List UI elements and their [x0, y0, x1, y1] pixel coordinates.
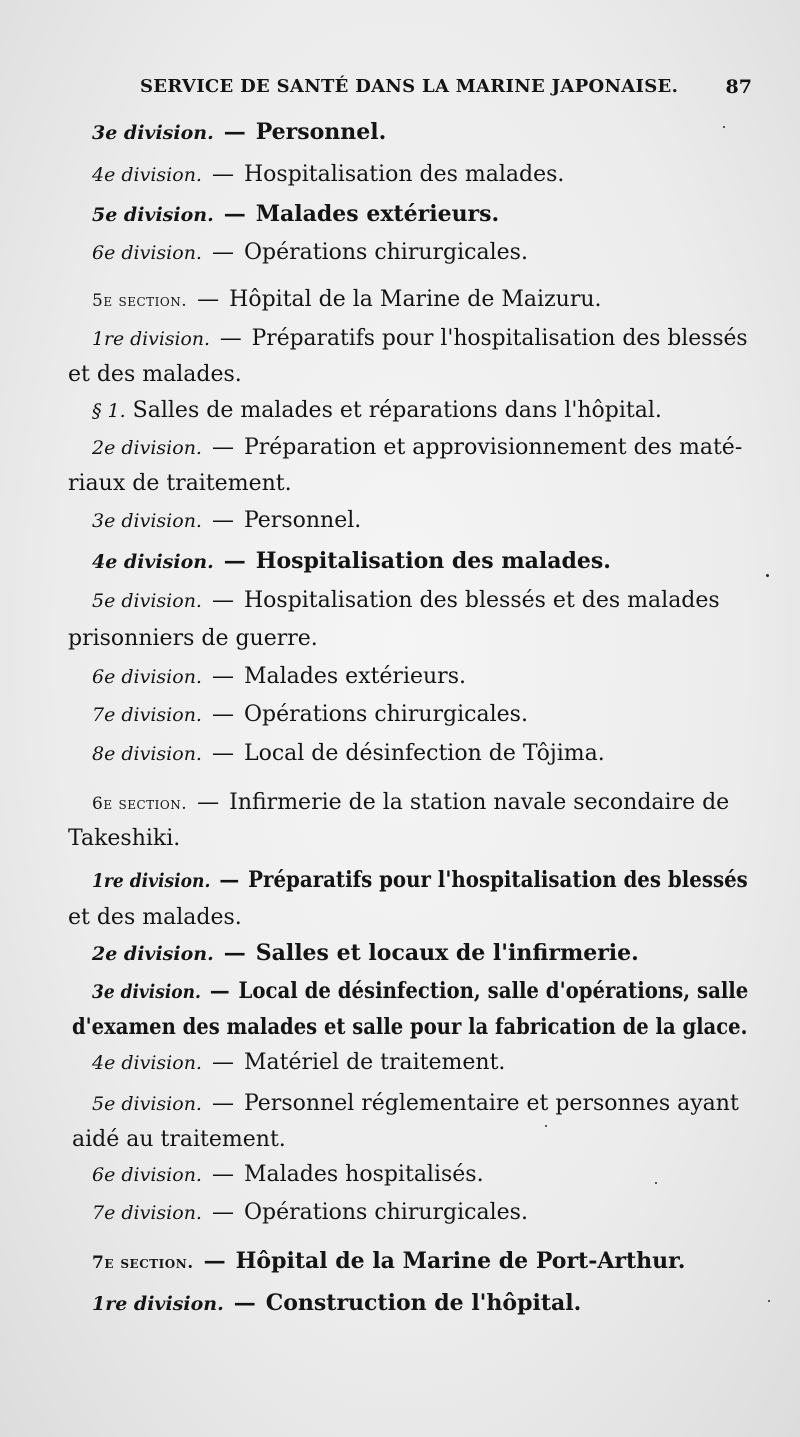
entry-text: Matériel de traitement. [243, 1050, 506, 1075]
entry-line [92, 978, 748, 1004]
entry-line [92, 702, 528, 727]
entry-line [92, 240, 528, 265]
em-dash: — [223, 201, 246, 227]
dust-speck [766, 574, 769, 577]
em-dash: — [223, 940, 246, 966]
division-label: 3e division. [92, 510, 202, 532]
continuation-line [72, 1127, 286, 1152]
continuation-line [68, 826, 180, 851]
em-dash: — [211, 162, 234, 187]
division-label: 3e division. [92, 122, 214, 144]
line-text: aidé au traitement. [72, 1127, 286, 1152]
entry-text: Opérations chirurgicales. [243, 1200, 528, 1225]
em-dash: — [211, 1050, 234, 1075]
line-text: prisonniers de guerre. [68, 626, 318, 651]
entry-text: Préparatifs pour l'hospitalisation des blessés [248, 867, 748, 893]
entry-line [92, 1162, 484, 1187]
division-label: 6e division. [92, 242, 202, 264]
entry-line [92, 162, 564, 187]
entry-line [92, 867, 748, 893]
line-text: et des malades. [68, 905, 242, 930]
dust-speck [655, 1182, 657, 1184]
division-label: 1re division. [92, 328, 210, 350]
division-label: 5e division. [92, 590, 202, 612]
entry-text: Opérations chirurgicales. [243, 240, 528, 265]
dust-speck [768, 1300, 770, 1302]
division-label: 2e division. [92, 437, 202, 459]
em-dash: — [211, 1162, 234, 1187]
division-label: 4e division. [92, 164, 202, 186]
em-dash: — [211, 508, 234, 533]
division-label: 3e division. [92, 981, 201, 1003]
division-label: § 1. [92, 400, 126, 422]
division-label: 1re division. [92, 870, 211, 892]
entry-line [92, 201, 499, 227]
em-dash: — [203, 1248, 226, 1274]
entry-text: Malades extérieurs. [255, 201, 500, 227]
entry-text: Malades extérieurs. [243, 664, 466, 689]
em-dash: — [233, 1290, 256, 1316]
em-dash: — [197, 790, 220, 815]
entry-text: Local de désinfection de Tôjima. [243, 741, 605, 766]
entry-text: Salles de malades et réparations dans l'hôpital. [132, 398, 662, 423]
dust-speck [723, 126, 725, 128]
division-label: 6e division. [92, 1164, 202, 1186]
entry-text: Préparation et approvisionnement des maté- [243, 435, 743, 460]
entry-text: Construction de l'hôpital. [265, 1290, 582, 1316]
em-dash: — [211, 664, 234, 689]
continuation-line [68, 626, 318, 651]
line-text: Takeshiki. [68, 826, 181, 851]
entry-text: Hospitalisation des malades. [243, 162, 565, 187]
division-label: 6e division. [92, 666, 202, 688]
line-text: et des malades. [68, 362, 242, 387]
em-dash: — [211, 1200, 234, 1225]
entry-text: Infirmerie de la station navale secondaire de [229, 790, 730, 815]
entry-line [92, 1248, 685, 1274]
division-label: 4e division. [92, 1052, 202, 1074]
entry-text: Local de désinfection, salle d'opérations, salle [238, 978, 749, 1004]
division-label: 4e division. [92, 551, 214, 573]
entry-line [92, 287, 602, 312]
continuation-line [68, 362, 242, 387]
em-dash: — [219, 867, 240, 893]
entry-line [92, 119, 386, 145]
entry-line [92, 1091, 739, 1116]
entry-line [92, 940, 639, 966]
em-dash: — [209, 978, 230, 1004]
em-dash: — [211, 588, 234, 613]
page-header [0, 76, 800, 106]
section-label: 6e section. [92, 794, 188, 814]
entry-line [92, 741, 605, 766]
section-label: 5e section. [92, 291, 188, 311]
entry-line [92, 548, 611, 574]
running-title: SERVICE DE SANTÉ DANS LA MARINE JAPONAISE. [140, 76, 679, 97]
entry-line [92, 398, 662, 423]
em-dash: — [211, 1091, 234, 1116]
em-dash: — [211, 435, 234, 460]
entry-line [92, 1050, 505, 1075]
entry-text: Hôpital de la Marine de Maizuru. [229, 287, 602, 312]
entry-line [92, 664, 466, 689]
entry-line [92, 588, 720, 613]
entry-text: Préparatifs pour l'hospitalisation des blessés [251, 326, 748, 351]
entry-line [92, 435, 742, 460]
entry-text: Hospitalisation des blessés et des malades [243, 588, 720, 613]
continuation-line [68, 905, 242, 930]
division-label: 7e division. [92, 1202, 202, 1224]
dust-speck [545, 1125, 547, 1127]
em-dash: — [211, 741, 234, 766]
line-text: riaux de traitement. [68, 471, 292, 496]
entry-text: Personnel. [255, 119, 387, 145]
em-dash: — [223, 548, 246, 574]
entry-line [92, 1290, 581, 1316]
entry-line [92, 790, 729, 815]
division-label: 5e division. [92, 1093, 202, 1115]
division-label: 2e division. [92, 943, 214, 965]
em-dash: — [223, 119, 246, 145]
em-dash: — [211, 240, 234, 265]
entry-line [92, 508, 361, 533]
entry-line [92, 1200, 528, 1225]
entry-text: Malades hospitalisés. [243, 1162, 484, 1187]
division-label: 5e division. [92, 204, 214, 226]
entry-text: Hôpital de la Marine de Port-Arthur. [235, 1248, 686, 1274]
entry-text: Personnel réglementaire et personnes ayant [243, 1091, 739, 1116]
entry-text: Hospitalisation des malades. [255, 548, 611, 574]
division-label: 7e division. [92, 704, 202, 726]
division-label: 8e division. [92, 743, 202, 765]
division-label: 1re division. [92, 1293, 224, 1315]
line-text: d'examen des malades et salle pour la fabrication de la glace. [72, 1014, 748, 1040]
em-dash: — [211, 702, 234, 727]
continuation-line [68, 471, 292, 496]
entry-text: Opérations chirurgicales. [243, 702, 528, 727]
entry-text: Salles et locaux de l'infirmerie. [255, 940, 639, 966]
page-number: 87 [725, 76, 752, 98]
em-dash: — [197, 287, 220, 312]
section-label: 7e section. [92, 1253, 194, 1273]
entry-text: Personnel. [243, 508, 362, 533]
continuation-line [72, 1014, 747, 1040]
entry-line [92, 326, 748, 351]
em-dash: — [219, 326, 242, 351]
